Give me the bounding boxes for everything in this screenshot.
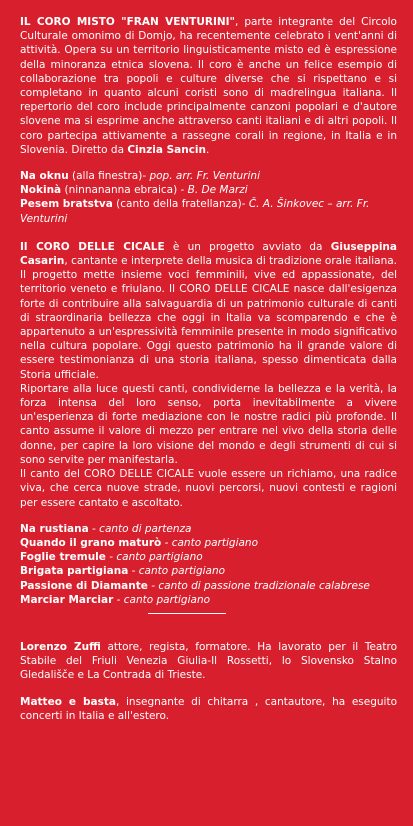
song-title: Foglie tremule bbox=[20, 551, 106, 564]
coro-delle-cicale-paragraph-3: Il canto del CORO DELLE CICALE vuole essere un richiamo, una radice viva, che cerca nuove strade, nuovi percorsi, nuovi contesti e ragioni per essere cantato e ascoltato. bbox=[20, 468, 397, 509]
song-item bbox=[20, 593, 397, 607]
performer-name: Matteo e basta bbox=[20, 695, 116, 708]
separator-line bbox=[148, 613, 226, 614]
choir-name: Il CORO DELLE CICALE bbox=[20, 240, 165, 253]
song-title: Brigata partigiana bbox=[20, 565, 129, 578]
song-item bbox=[20, 579, 397, 593]
song-title: Na oknu bbox=[20, 170, 69, 183]
choir-description: , parte integrante del Circolo Culturale omonimo di Domjo, ha recentemente celebrato i vent'anni di attività. Opera su un territorio linguisticamente misto ed è espressione della minoranza etnica slovena. Il coro è anche un felice esempio di collaborazione tra popoli e culture diverse che si rispettano e si completano in quanto alcuni coristi sono di madrelingua italiana. Il repertorio del coro include principalmente canzoni popolari e d'autore slovene ma si esprime anche attraverso canti italiani e di altri popoli. Il coro partecipa attivamente a rassegne corali in regione, in Italia e in Slovenia. Diretto da bbox=[20, 16, 397, 156]
song-credit: canto partigiano bbox=[171, 536, 259, 549]
song-title: Na rustiana bbox=[20, 522, 89, 535]
lorenzo-zuffi-paragraph bbox=[20, 640, 397, 683]
song-credit: pop. arr. Fr. Venturini bbox=[149, 170, 260, 183]
song-note: - bbox=[113, 593, 124, 606]
song-note: - bbox=[128, 565, 139, 578]
paragraph-text: , cantante e interprete della musica di tradizione orale italiana. Il progetto mette insieme voci femminili, vive ed appassionate, del territorio veneto e friulano. Il CORO DELLE CICALE nasce dall'esigenza forte di contribuire alla salvaguardia di un patrimonio culturale di canti di straordinaria bellezza che oggi in Italia va scomparendo e che è appartenuto a un'espressività femminile presente in modo significativo nella cultura popolare. Oggi questo patrimonio ha il grande valore di essere testimonianza di una storia italiana, spesso dimenticata dalla Storia ufficiale. bbox=[20, 255, 397, 381]
song-credit: B. De Marzi bbox=[187, 184, 248, 197]
paragraph-text: è un progetto avviato da bbox=[164, 240, 331, 253]
song-note: (ninnananna ebraica) - bbox=[61, 184, 188, 197]
performer-name: Lorenzo Zuffi bbox=[20, 640, 101, 653]
song-title: Passione di Diamante bbox=[20, 579, 148, 592]
song-note: - bbox=[105, 551, 117, 564]
song-item bbox=[20, 522, 397, 536]
song-credit: canto partigiano bbox=[123, 593, 211, 606]
song-note: - bbox=[147, 579, 159, 592]
song-note: - bbox=[161, 536, 172, 549]
song-item bbox=[20, 550, 397, 564]
coro-delle-cicale-song-list bbox=[20, 522, 397, 607]
song-note: (canto della fratellanza)- bbox=[112, 198, 249, 211]
song-title: Marciar Marciar bbox=[20, 593, 114, 606]
song-note: (alla finestra)- bbox=[68, 170, 150, 183]
song-item bbox=[20, 169, 397, 183]
song-item bbox=[20, 564, 397, 578]
song-credit: canto di partenza bbox=[99, 522, 192, 535]
coro-delle-cicale-paragraph-1 bbox=[20, 240, 397, 382]
performer-bio: , insegnante di chitarra , cantautore, ha eseguito concerti in Italia e all'estero. bbox=[20, 695, 398, 722]
song-title: Nokinà bbox=[20, 184, 62, 197]
performer-bio: attore, regista, formatore. Ha lavorato per il Teatro Stabile del Friuli Venezia Giulia-Il Rossetti, lo Slovensko Stalno Gledališče e La Contrada di Trieste. bbox=[20, 640, 397, 682]
fran-venturini-song-list bbox=[20, 169, 397, 226]
director-name: Cinzia Sancin bbox=[127, 143, 206, 156]
song-item bbox=[20, 536, 397, 550]
song-credit: canto partigiano bbox=[138, 565, 226, 578]
choir-fran-venturini-paragraph bbox=[20, 15, 397, 157]
song-item bbox=[20, 197, 397, 225]
sentence-end: . bbox=[206, 143, 210, 156]
choir-name: IL CORO MISTO "FRAN VENTURINI" bbox=[20, 16, 236, 28]
matteo-e-basta-paragraph bbox=[20, 695, 397, 723]
founder-name: Giuseppina Casarin bbox=[20, 240, 397, 268]
song-item bbox=[20, 183, 397, 197]
song-credit: Č. A. Šinkovec – arr. Fr. Venturini bbox=[20, 198, 370, 225]
coro-delle-cicale-paragraph-2: Riportare alla luce questi canti, condividerne la bellezza e la verità, la forza intensa del loro senso, porta inevitabilmente a vivere un'esperienza di forte mediazione con le nostre radici più profonde. Il canto assume il valore di mezzo per entrare nel vivo della storia delle donne, per capire la loro visione del mondo e degli strumenti di cui si sono servite per manifestarla. bbox=[20, 382, 397, 466]
song-credit: canto partigiano bbox=[116, 551, 203, 564]
programme-page bbox=[20, 15, 397, 723]
song-note: - bbox=[88, 522, 100, 535]
song-title: Pesem bratstva bbox=[20, 198, 113, 211]
song-title: Quando il grano maturò bbox=[20, 536, 162, 549]
song-credit: canto di passione tradizionale calabrese bbox=[158, 579, 370, 592]
